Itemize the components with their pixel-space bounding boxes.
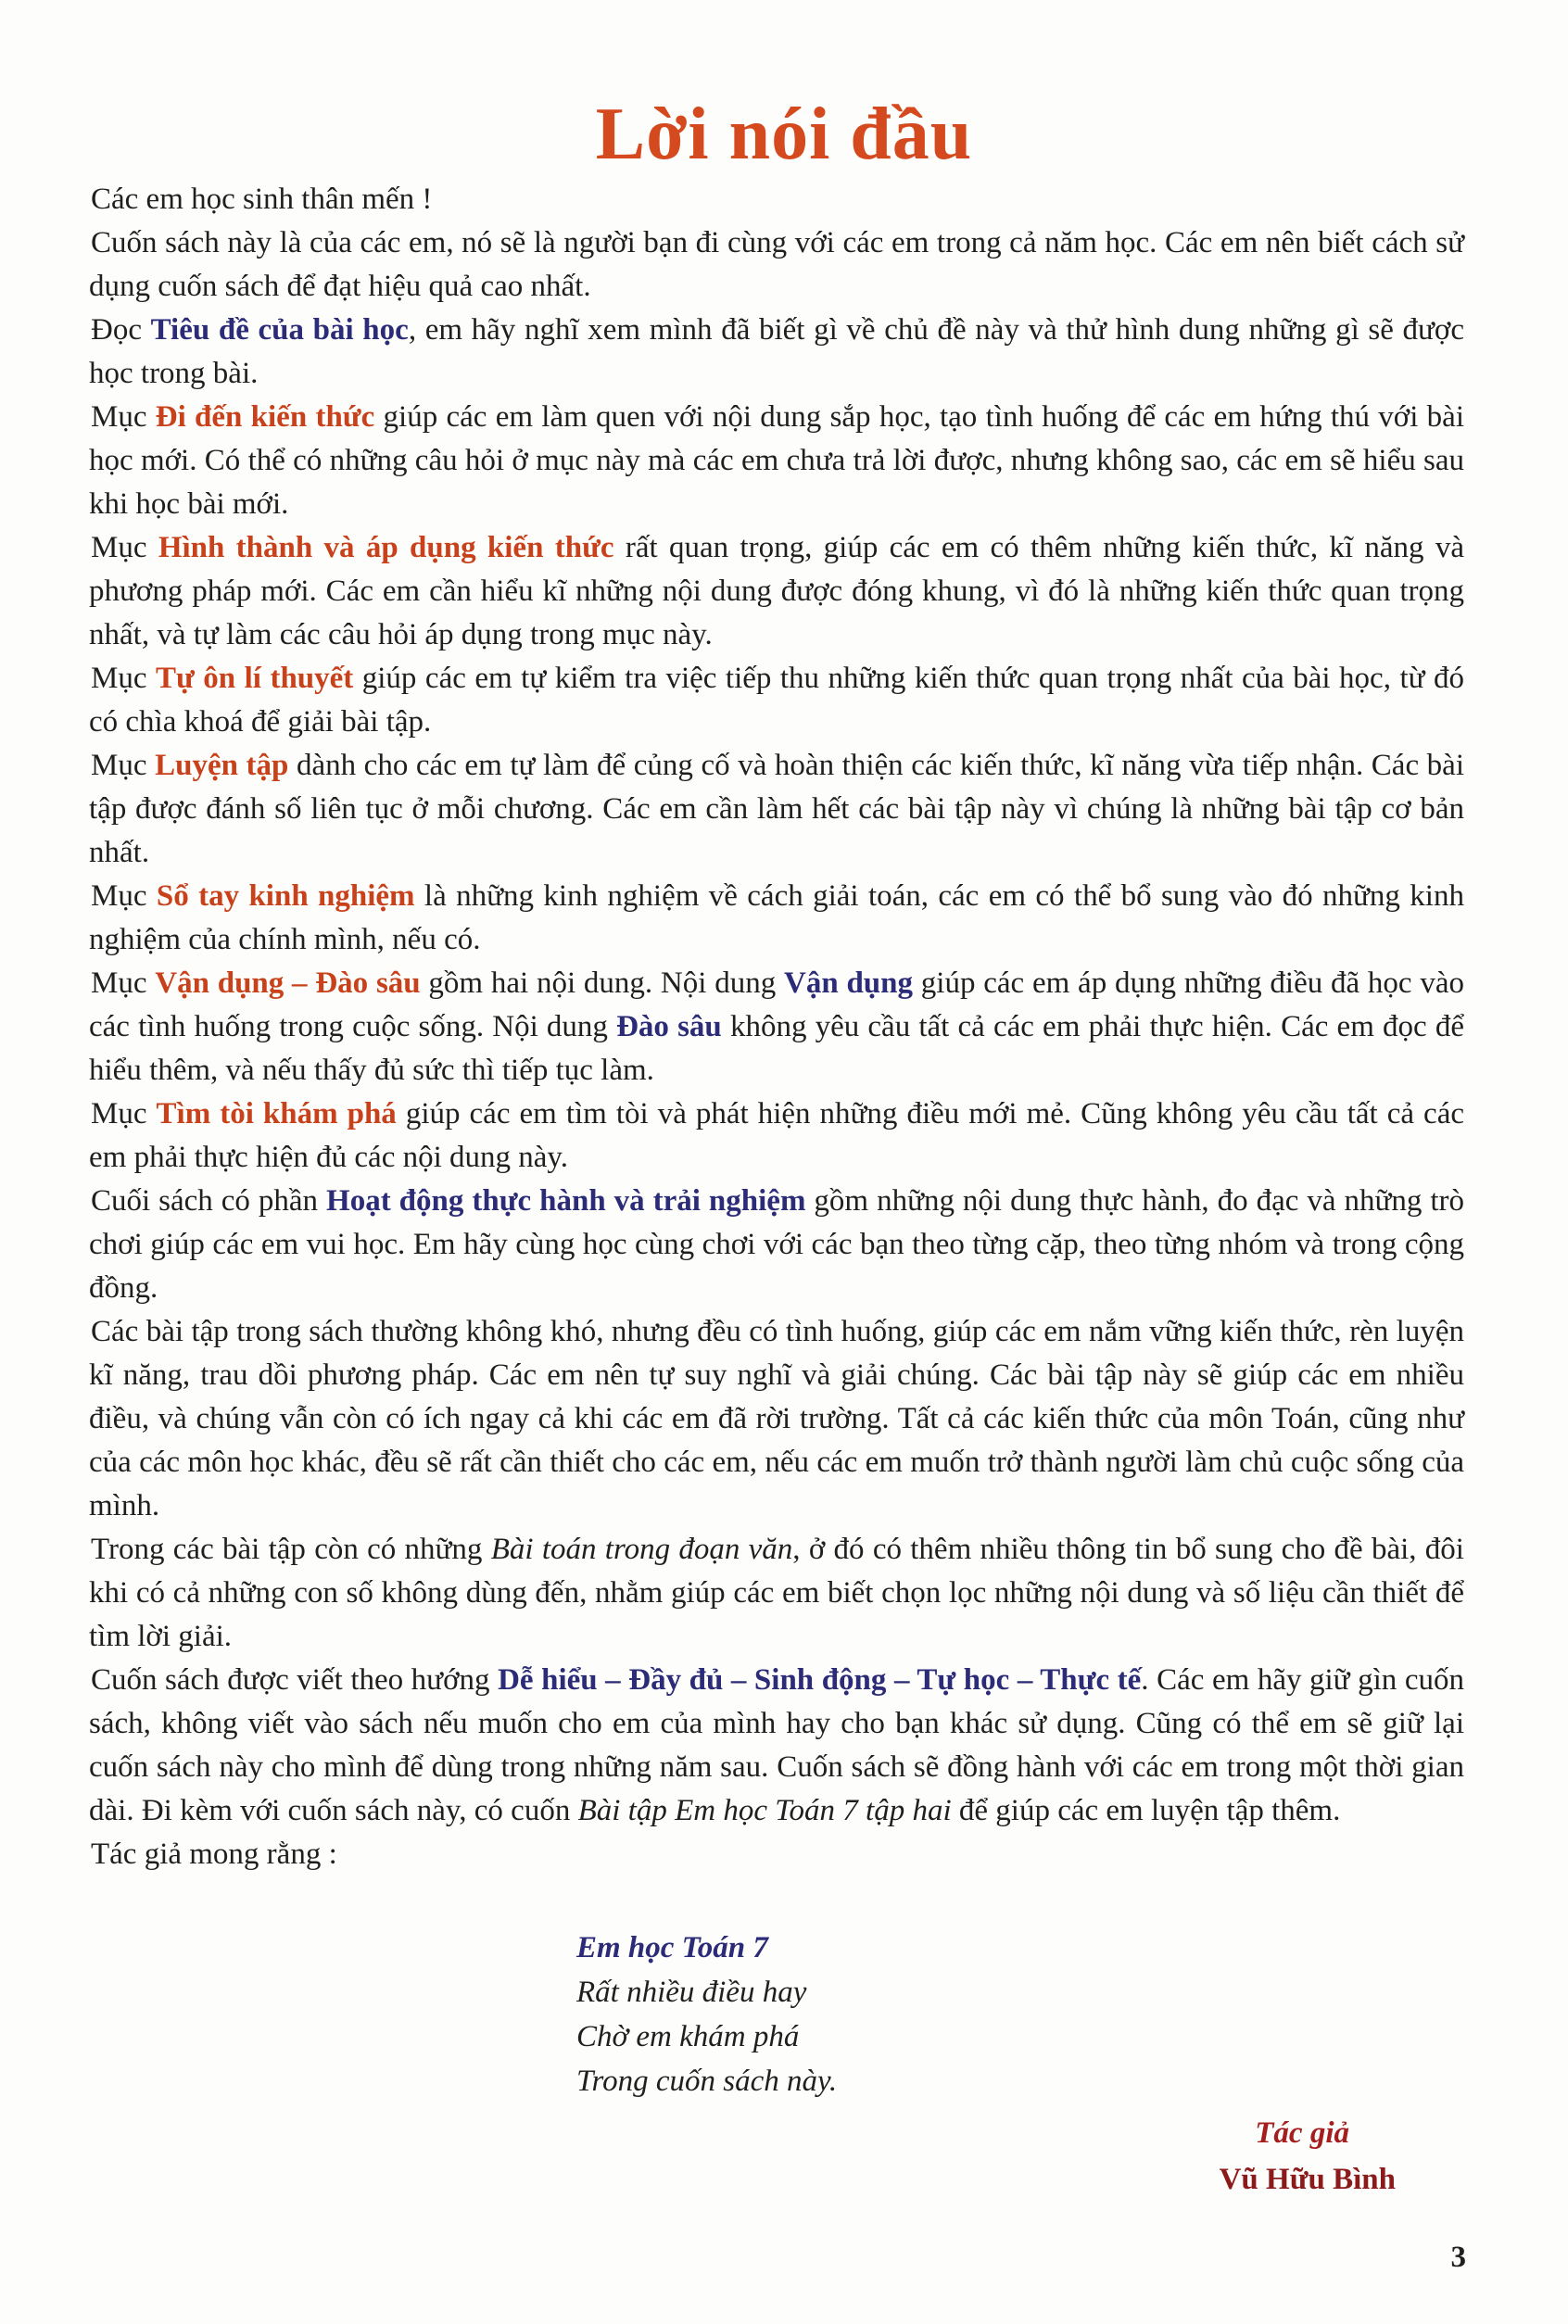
poem <box>576 1926 837 2103</box>
highlight-di-den-kien-thuc: Đi đến kiến thức <box>155 400 375 434</box>
italic-book-title: Bài tập Em học Toán 7 tập hai <box>577 1794 952 1827</box>
highlight-motto: Dễ hiểu – Đầy đủ – Sinh động – Tự học – Thực tế <box>498 1663 1142 1697</box>
highlight-lesson-title: Tiêu đề của bài học <box>150 313 409 347</box>
paragraph-9: Mục Tìm tòi khám phá giúp các em tìm tòi và phát hiện những điều mới mẻ. Cũng không yêu cầu tất cả các em phải thực hiện đủ các nội dung này. <box>89 1097 1464 1174</box>
paragraph-4: Mục Hình thành và áp dụng kiến thức rất quan trọng, giúp các em có thêm những kiến thức, kĩ năng và phương pháp mới. Các em cần hiểu kĩ những nội dung được đóng khung, vì đó là những kiến thức quan trọng nhất, và tự làm các câu hỏi áp dụng trong mục này. <box>89 531 1464 651</box>
paragraph-7: Mục Sổ tay kinh nghiệm là những kinh nghiệm về cách giải toán, các em có thể bổ sung vào đó những kinh nghiệm của chính mình, nếu có. <box>89 879 1464 956</box>
paragraph-14: Tác giả mong rằng : <box>91 1838 337 1871</box>
signature-role: Tác giả <box>1255 2116 1349 2150</box>
paragraph-3: Mục Đi đến kiến thức giúp các em làm quen với nội dung sắp học, tạo tình huống để các em hứng thú với bài học mới. Có thể có những câu hỏi ở mục này mà các em chưa trả lời được, nhưng không sao, các em sẽ hiểu sau khi học bài mới. <box>89 400 1464 521</box>
paragraph-5: Mục Tự ôn lí thuyết giúp các em tự kiểm tra việc tiếp thu những kiến thức quan trọng nhất của bài học, từ đó có chìa khoá để giải bài tập. <box>89 662 1464 739</box>
highlight-tu-on-li-thuyet: Tự ôn lí thuyết <box>155 662 354 695</box>
signature-name: Vũ Hữu Bình <box>1219 2163 1396 2196</box>
poem-line-1: Rất nhiều điều hay <box>576 1976 807 2009</box>
greeting: Các em học sinh thân mến ! <box>91 183 433 216</box>
highlight-so-tay: Sổ tay kinh nghiệm <box>156 879 415 913</box>
highlight-van-dung: Vận dụng <box>783 966 914 1000</box>
highlight-hinh-thanh: Hình thành và áp dụng kiến thức <box>158 531 614 564</box>
italic-bai-toan: Bài toán trong đoạn văn <box>490 1533 793 1566</box>
highlight-dao-sau: Đào sâu <box>616 1010 722 1043</box>
preface-body <box>89 178 1464 1876</box>
paragraph-2: Đọc Tiêu đề của bài học, em hãy nghĩ xem mình đã biết gì về chủ đề này và thử hình dung những gì sẽ được học trong bài. <box>89 313 1464 390</box>
paragraph-10: Cuối sách có phần Hoạt động thực hành và trải nghiệm gồm những nội dung thực hành, đo đạc và những trò chơi giúp các em vui học. Em hãy cùng học cùng chơi với các bạn theo từng cặp, theo từng nhóm và trong cộng đồng. <box>89 1184 1465 1305</box>
paragraph-12: Trong các bài tập còn có những Bài toán trong đoạn văn, ở đó có thêm nhiều thông tin bổ sung cho đề bài, đôi khi có cả những con số không dùng đến, nhằm giúp các em biết chọn lọc những nội dung và số liệu cần thiết để tìm lời giải. <box>89 1533 1464 1653</box>
paragraph-1: Cuốn sách này là của các em, nó sẽ là người bạn đi cùng với các em trong cả năm học. Các em nên biết cách sử dụng cuốn sách để đạt hiệu quả cao nhất. <box>89 226 1464 303</box>
highlight-hoat-dong: Hoạt động thực hành và trải nghiệm <box>326 1184 806 1218</box>
paragraph-13: Cuốn sách được viết theo hướng Dễ hiểu – Đầy đủ – Sinh động – Tự học – Thực tế. Các em hãy giữ gìn cuốn sách, không viết vào sách nếu muốn cho em của mình hay cho bạn khác sử dụng. Cũng có thể em sẽ giữ lại cuốn sách này cho mình để dùng trong những năm sau. Cuốn sách sẽ đồng hành với các em trong một thời gian dài. Đi kèm với cuốn sách này, có cuốn Bài tập Em học Toán 7 tập hai để giúp các em luyện tập thêm. <box>89 1663 1464 1827</box>
paragraph-6: Mục Luyện tập dành cho các em tự làm để củng cố và hoàn thiện các kiến thức, kĩ năng vừa tiếp nhận. Các bài tập được đánh số liên tục ở mỗi chương. Các em cần làm hết các bài tập này vì chúng là những bài tập cơ bản nhất. <box>89 749 1464 869</box>
poem-title: Em học Toán 7 <box>576 1931 768 1964</box>
highlight-tim-toi: Tìm tòi khám phá <box>156 1097 397 1130</box>
poem-line-3: Trong cuốn sách này. <box>576 2065 838 2098</box>
poem-line-2: Chờ em khám phá <box>576 2020 800 2053</box>
paragraph-11: Các bài tập trong sách thường không khó, nhưng đều có tình huống, giúp các em nắm vững kiến thức, rèn luyện kĩ năng, trau dồi phương pháp. Các em nên tự suy nghĩ và giải chúng. Các bài tập này sẽ giúp các em nhiều điều, và chúng vẫn còn có ích ngay cả khi các em đã rời trường. Tất cả các kiến thức của môn Toán, cũng như của các môn học khác, đều sẽ rất cần thiết cho các em, nếu các em muốn trở thành người làm chủ cuộc sống của mình. <box>89 1315 1464 1522</box>
highlight-luyen-tap: Luyện tập <box>155 749 289 782</box>
page-title: Lời nói đầu <box>595 94 973 175</box>
highlight-van-dung-dao-sau: Vận dụng – Đào sâu <box>155 966 421 1000</box>
page-number: 3 <box>1450 2241 1466 2274</box>
paragraph-8: Mục Vận dụng – Đào sâu gồm hai nội dung. Nội dung Vận dụng giúp các em áp dụng những điều đã học vào các tình huống trong cuộc sống. Nội dung Đào sâu không yêu cầu tất cả các em phải thực hiện. Các em đọc để hiểu thêm, và nếu thấy đủ sức thì tiếp tục làm. <box>89 966 1464 1087</box>
signature <box>1220 2110 1396 2203</box>
